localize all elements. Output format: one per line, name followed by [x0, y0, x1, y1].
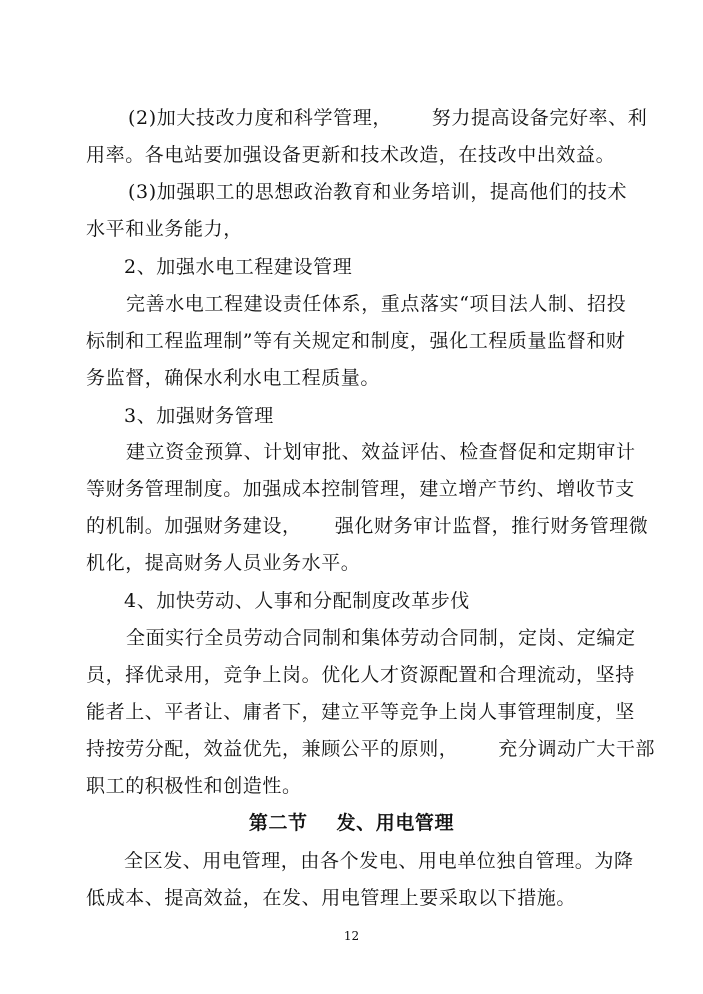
- paragraph-line: 机化，提高财务人员业务水平。: [86, 552, 361, 574]
- paragraph-line: 等财务管理制度。加强成本控制管理，建立增产节约、增收节支: [86, 478, 635, 500]
- paragraph-line: (3)加强职工的思想政治教育和业务培训，提高他们的技术: [128, 181, 628, 203]
- paragraph-line: 低成本、提高效益，在发、用电管理上要采取以下措施。: [86, 887, 577, 909]
- paragraph-line: 持按劳分配，效益优先，兼顾公平的原则， 充分调动广大干部: [86, 738, 656, 760]
- paragraph-line: 建立资金预算、计划审批、效益评估、检查督促和定期审计: [126, 441, 636, 463]
- subheading-line: 4、加快劳动、人事和分配制度改革步伐: [124, 590, 470, 612]
- paragraph-line: 员，择优录用，竞争上岗。优化人才资源配置和合理流动，坚持: [86, 664, 635, 686]
- subheading-line: 3、加强财务管理: [124, 405, 274, 427]
- paragraph-line: 全区发、用电管理，由各个发电、用电单位独自管理。为降: [124, 850, 634, 872]
- paragraph-line: 全面实行全员劳动合同制和集体劳动合同制，定岗、定编定: [126, 627, 636, 649]
- paragraph-line: 用率。各电站要加强设备更新和技术改造，在技改中出效益。: [86, 144, 616, 166]
- subheading-line: 2、加强水电工程建设管理: [124, 256, 353, 278]
- paragraph-line: 职工的积极性和创造性。: [86, 775, 302, 797]
- page-number: 12: [343, 929, 360, 943]
- paragraph-line: 能者上、平者让、庸者下，建立平等竞争上岗人事管理制度，坚: [86, 701, 635, 723]
- paragraph-line: 标制和工程监理制”等有关规定和制度，强化工程质量监督和财: [86, 330, 626, 352]
- paragraph-line: 务监督，确保水利水电工程质量。: [86, 367, 381, 389]
- paragraph-line: (2)加大技改力度和科学管理， 努力提高设备完好率、利: [128, 107, 648, 129]
- section-heading: 第二节 发、用电管理: [248, 812, 455, 834]
- paragraph-line: 的机制。加强财务建设， 强化财务审计监督，推行财务管理微: [86, 515, 649, 537]
- paragraph-line: 完善水电工程建设责任体系，重点落实“项目法人制、招投: [126, 293, 627, 315]
- paragraph-line: 水平和业务能力，: [86, 218, 243, 240]
